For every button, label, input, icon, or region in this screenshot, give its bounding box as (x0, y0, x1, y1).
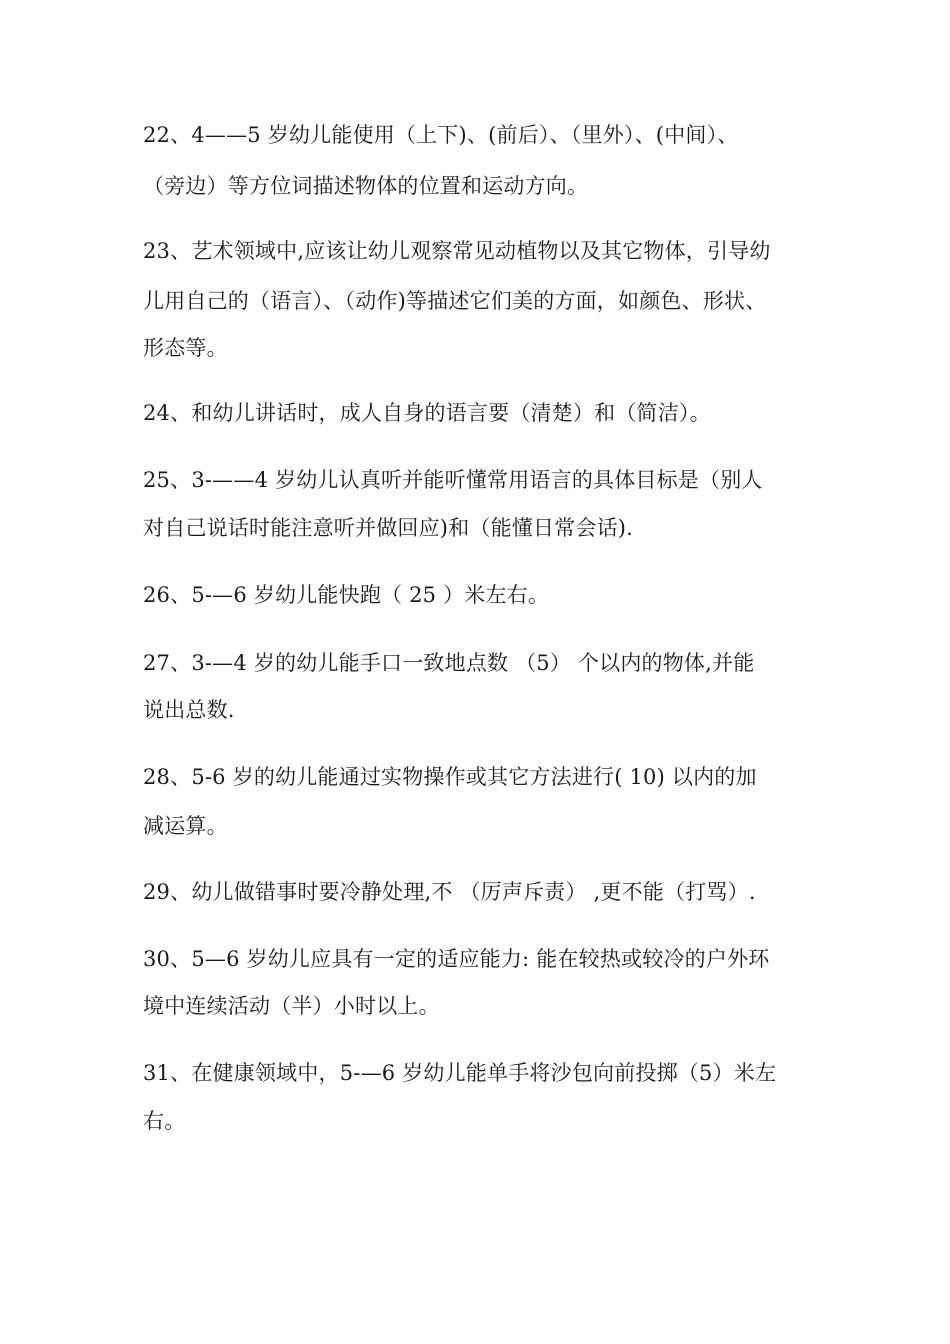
item-25-line-2: 对自己说话时能注意听并做回应)和（能懂日常会话). (143, 516, 634, 540)
item-30-line-2: 境中连续活动（半）小时以上。 (143, 994, 440, 1018)
item-31-line-2: 右。 (143, 1109, 186, 1133)
item-25-line-1: 25、3-——4 岁幼儿认真听并能听懂常用语言的具体目标是（别人 (143, 468, 763, 492)
item-27-line-2: 说出总数. (143, 698, 235, 722)
item-23-line-1: 23、艺术领域中,应该让幼儿观察常见动植物以及其它物体，引导幼 (143, 239, 771, 263)
item-22-line-1: 22、4——5 岁幼儿能使用（上下)、(前后）、（里外）、(中间）、 (143, 123, 739, 147)
item-29-line-1: 29、幼儿做错事时要冷静处理,不 （厉声斥责） ,更不能（打骂）. (143, 880, 756, 904)
item-30-line-1: 30、5—6 岁幼儿应具有一定的适应能力: 能在较热或较冷的户外环 (143, 947, 770, 971)
item-24-line-1: 24、和幼儿讲话时，成人自身的语言要（清楚）和（简洁）。 (143, 401, 711, 425)
item-28-line-1: 28、5-6 岁的幼儿能通过实物操作或其它方法进行( 10) 以内的加 (143, 765, 757, 789)
item-22-line-2: （旁边）等方位词描述物体的位置和运动方向。 (143, 174, 589, 198)
item-26-line-1: 26、5-—6 岁幼儿能快跑（ 25 ）米左右。 (143, 583, 550, 607)
item-27-line-1: 27、3-—4 岁的幼儿能手口一致地点数 （5） 个以内的物体,并能 (143, 651, 755, 675)
item-23-line-3: 形态等。 (143, 336, 228, 360)
item-28-line-2: 减运算。 (143, 814, 228, 838)
item-23-line-2: 儿用自己的（语言）、（动作)等描述它们美的方面，如颜色、形状、 (143, 289, 767, 313)
item-31-line-1: 31、在健康领域中，5-—6 岁幼儿能单手将沙包向前投掷（5）米左 (143, 1061, 777, 1085)
